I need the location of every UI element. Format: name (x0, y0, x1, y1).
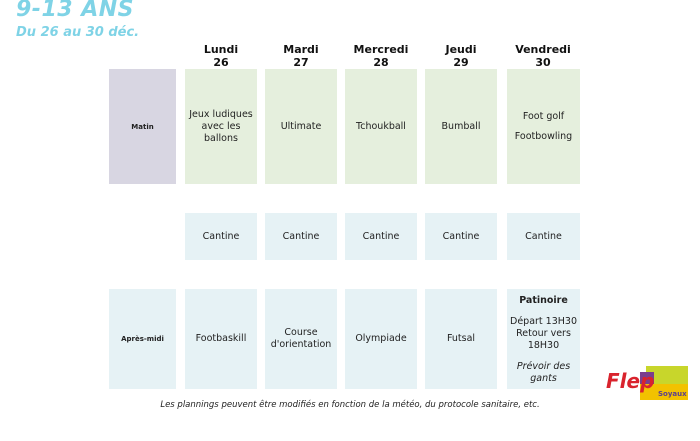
day-date: 27 (293, 56, 309, 69)
row-label-morning (109, 69, 176, 184)
afternoon-cell-lundi (185, 289, 257, 389)
lunch-label: Cantine (525, 230, 562, 242)
departure-time: Départ 13H30 (510, 316, 577, 327)
day-header-mardi (265, 43, 337, 69)
morning-cell-lundi (185, 69, 257, 184)
lunch-cell-mardi (265, 213, 337, 260)
lunch-cell-jeudi (425, 213, 497, 260)
row-label-text: Matin (131, 122, 154, 131)
lunch-cell-lundi (185, 213, 257, 260)
activity-label: Ultimate (280, 120, 322, 132)
activity-label: Bumball (441, 120, 481, 132)
activity-label: Footbowling (514, 130, 573, 142)
lunch-label: Cantine (282, 230, 320, 242)
activity-label: Footbaskill (195, 333, 247, 344)
row-label-text: Après-midi (121, 335, 164, 343)
activity-label: Tchoukball (356, 120, 406, 132)
morning-cell-vendredi (507, 69, 580, 184)
day-name: Mercredi (353, 43, 409, 56)
page-subtitle: Du 26 au 30 déc. (16, 25, 140, 40)
lunch-cell-vendredi (507, 213, 580, 260)
afternoon-cell-mercredi (345, 289, 417, 389)
row-label-afternoon (109, 289, 176, 389)
afternoon-cell-mardi (265, 289, 337, 389)
activity-label: Foot golf (522, 110, 565, 122)
activity-label: Olympiade (355, 333, 407, 344)
day-name: Mardi (283, 43, 319, 56)
day-header-mercredi (345, 43, 417, 69)
morning-cell-mercredi (345, 69, 417, 184)
day-date: 26 (213, 56, 229, 69)
day-date: 28 (373, 56, 389, 69)
morning-cell-mardi (265, 69, 337, 184)
afternoon-cell-vendredi (507, 289, 580, 389)
lunch-label: Cantine (362, 230, 400, 242)
activity-title: Patinoire (519, 295, 568, 306)
lunch-cell-mercredi (345, 213, 417, 260)
activity-label: Jeux ludiques avec les ballons (189, 108, 253, 144)
activity-note: Prévoir des gants (516, 361, 571, 384)
day-date: 29 (453, 56, 469, 69)
flep-logo (606, 366, 688, 402)
day-header-vendredi (507, 43, 579, 69)
activity-label: Course d'orientation (270, 327, 332, 350)
day-name: Jeudi (445, 43, 477, 56)
day-name: Vendredi (515, 43, 571, 56)
day-date: 30 (535, 56, 551, 69)
logo-subtext: Soyaux (658, 390, 687, 398)
lunch-label: Cantine (202, 230, 240, 242)
morning-cell-jeudi (425, 69, 497, 184)
day-name: Lundi (203, 43, 239, 56)
page-title: 9-13 ANS (16, 0, 134, 22)
afternoon-cell-jeudi (425, 289, 497, 389)
logo-wordmark: Flep (606, 369, 655, 393)
day-header-jeudi (425, 43, 497, 69)
activity-label: Futsal (446, 333, 476, 344)
footer-note: Les plannings peuvent être modifiés en fonction de la météo, du protocole sanitaire, etc. (160, 400, 540, 410)
return-time: Retour vers 18H30 (516, 328, 571, 351)
lunch-label: Cantine (442, 230, 480, 242)
day-header-lundi (185, 43, 257, 69)
